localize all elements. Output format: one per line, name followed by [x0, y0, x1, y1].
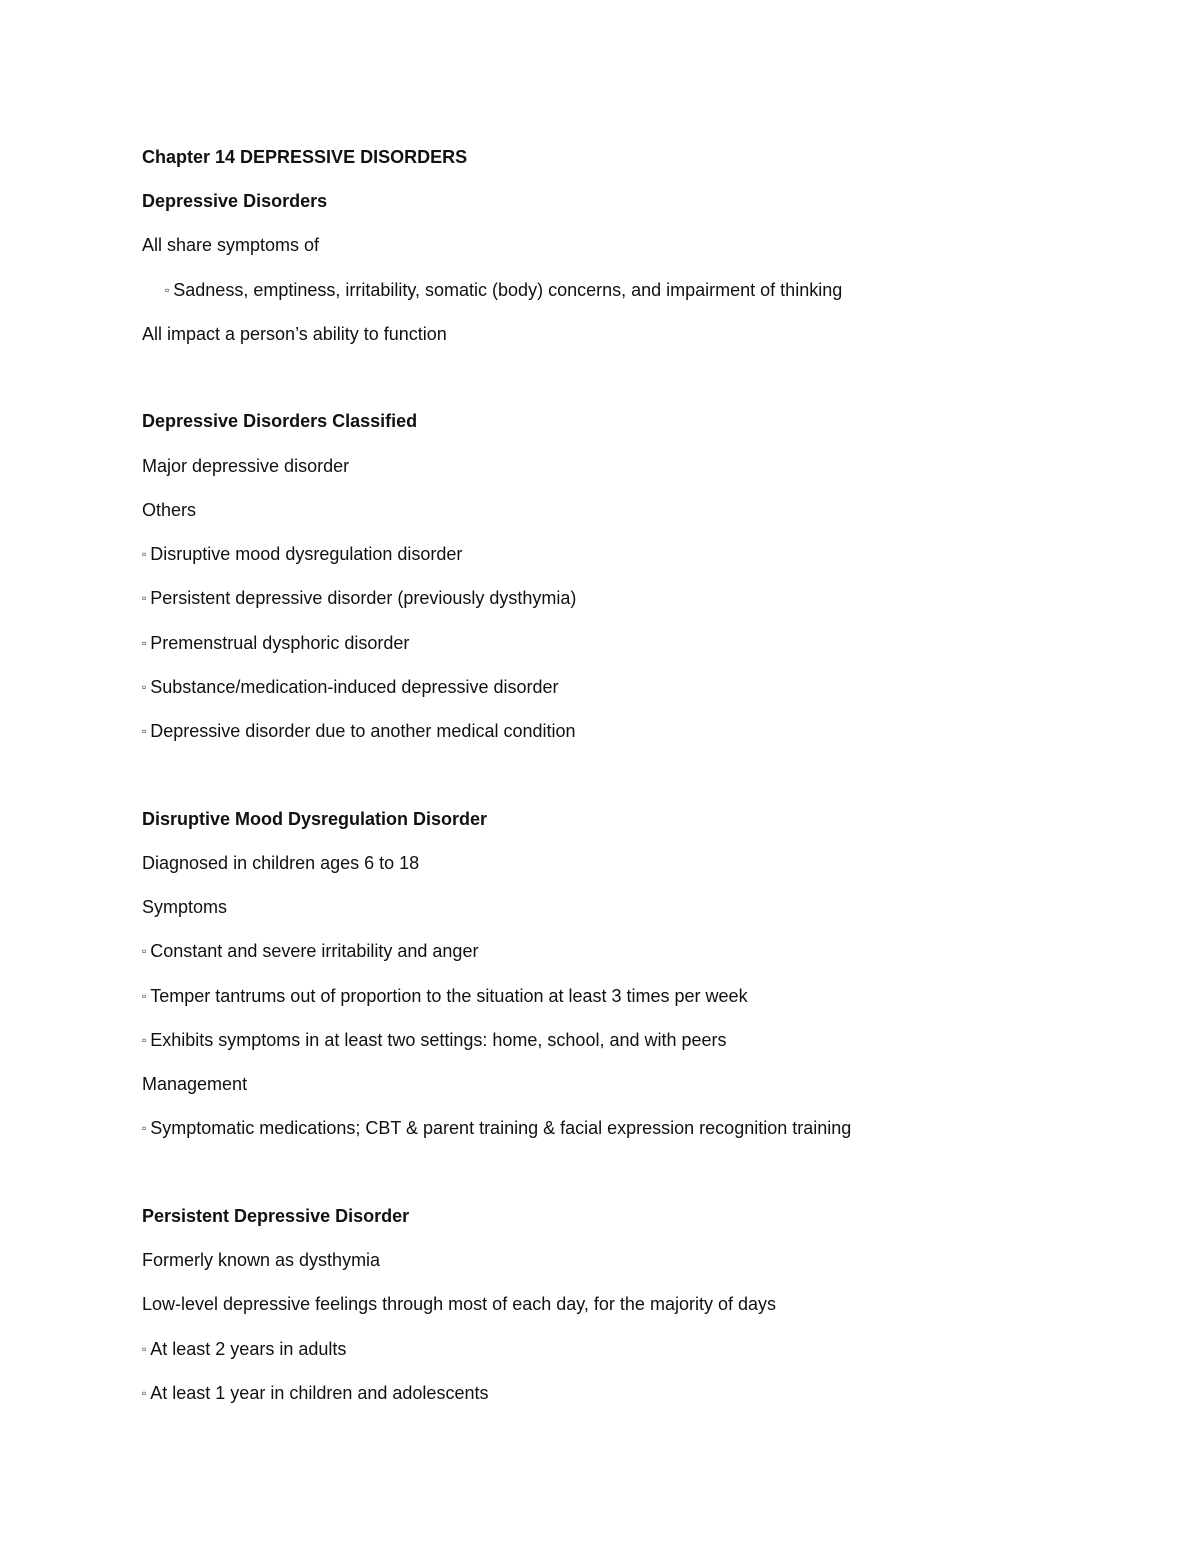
bullet-item [142, 720, 576, 744]
bullet-icon: ▫ [142, 1033, 147, 1047]
text-line: Others [142, 500, 197, 520]
bullet-icon: ▫ [142, 680, 147, 694]
bullet-item [165, 279, 842, 303]
bullet-item [142, 1029, 727, 1053]
bullet-icon: ▫ [142, 591, 147, 605]
bullet-text: Substance/medication-induced depressive disorder [150, 677, 559, 697]
bullet-item [142, 1382, 488, 1406]
bullet-icon: ▫ [142, 989, 147, 1003]
bullet-text: Sadness, emptiness, irritability, somatic (body) concerns, and impairment of thinking [173, 280, 843, 300]
bullet-item [142, 1117, 851, 1141]
text-line: All impact a person’s ability to function [142, 324, 447, 344]
bullet-item [142, 676, 559, 700]
text-line: Symptoms [142, 897, 228, 917]
section-heading: Depressive Disorders [142, 191, 328, 211]
bullet-item [142, 985, 748, 1009]
section-heading: Persistent Depressive Disorder [142, 1206, 410, 1226]
bullet-icon: ▫ [142, 636, 147, 650]
bullet-item [142, 940, 478, 964]
bullet-icon: ▫ [142, 1342, 147, 1356]
text-line: Management [142, 1074, 248, 1094]
bullet-icon: ▫ [142, 724, 147, 738]
bullet-item [142, 1338, 346, 1362]
text-line: Diagnosed in children ages 6 to 18 [142, 853, 420, 873]
bullet-icon: ▫ [142, 547, 147, 561]
bullet-icon: ▫ [142, 1121, 147, 1135]
text-line: Formerly known as dysthymia [142, 1250, 381, 1270]
bullet-text: Temper tantrums out of proportion to the situation at least 3 times per week [150, 986, 748, 1006]
bullet-text: At least 1 year in children and adolescents [150, 1383, 489, 1403]
bullet-text: At least 2 years in adults [150, 1339, 347, 1359]
section-heading: Depressive Disorders Classified [142, 411, 418, 431]
text-line: All share symptoms of [142, 235, 320, 255]
text-line: Low-level depressive feelings through most of each day, for the majority of days [142, 1294, 776, 1314]
chapter-title: Chapter 14 DEPRESSIVE DISORDERS [142, 147, 468, 167]
bullet-icon: ▫ [142, 1386, 147, 1400]
bullet-text: Depressive disorder due to another medical condition [150, 721, 576, 741]
bullet-text: Disruptive mood dysregulation disorder [150, 544, 463, 564]
bullet-text: Persistent depressive disorder (previously dysthymia) [150, 588, 577, 608]
bullet-icon: ▫ [165, 283, 170, 297]
bullet-text: Symptomatic medications; CBT & parent training & facial expression recognition training [150, 1118, 852, 1138]
bullet-text: Exhibits symptoms in at least two settings: home, school, and with peers [150, 1030, 727, 1050]
bullet-text: Constant and severe irritability and anger [150, 941, 479, 961]
bullet-item [142, 587, 576, 611]
section-heading: Disruptive Mood Dysregulation Disorder [142, 809, 488, 829]
bullet-text: Premenstrual dysphoric disorder [150, 633, 410, 653]
bullet-item [142, 543, 462, 567]
bullet-icon: ▫ [142, 944, 147, 958]
text-line: Major depressive disorder [142, 456, 350, 476]
bullet-item [142, 632, 409, 656]
